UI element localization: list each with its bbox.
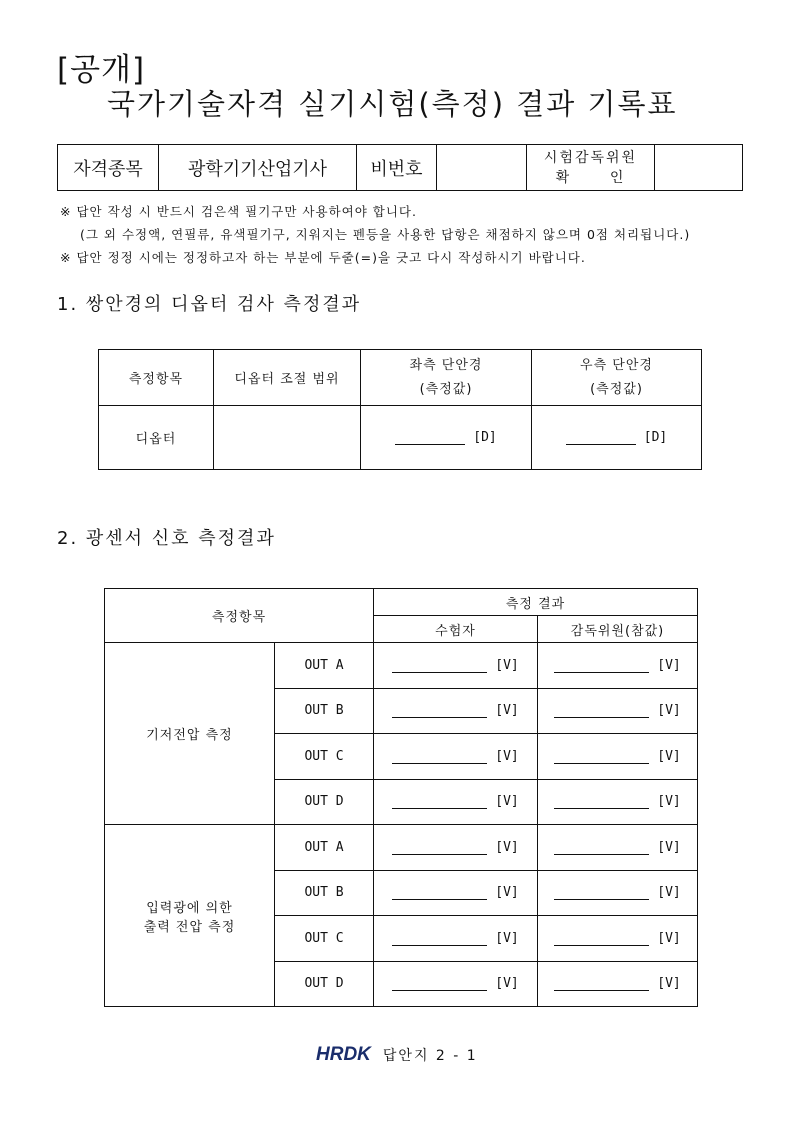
supervisor-value-blank[interactable]: [554, 840, 649, 855]
supervisor-value-cell: [538, 870, 698, 916]
diopter-left-blank[interactable]: [395, 430, 465, 445]
table-row: [105, 825, 698, 871]
examinee-value-unit: [V]: [495, 748, 519, 764]
output-label: OUT D: [275, 779, 374, 825]
supervisor-line1: 시험감독위원: [543, 149, 638, 166]
examinee-value-unit: [V]: [495, 703, 519, 719]
examinee-value-blank[interactable]: [392, 703, 487, 718]
supervisor-value-unit: [V]: [657, 703, 681, 719]
diopter-col-range: 디옵터 조절 범위: [214, 350, 361, 406]
footer: [316, 1044, 478, 1066]
section1-title: 1. 쌍안경의 디옵터 검사 측정결과: [57, 294, 362, 315]
output-label: OUT D: [275, 961, 374, 1007]
group-label-2: [105, 825, 275, 1007]
diopter-col-right-2: (측정값): [590, 381, 643, 397]
examinee-value-unit: [V]: [495, 839, 519, 855]
supervisor-value-unit: [V]: [657, 657, 681, 673]
sensor-table: [104, 588, 698, 1007]
note-2: (그 외 수정액, 연필류, 유색필기구, 지워지는 펜등을 사용한 답항은 채점하지 않으며 0점 처리됩니다.): [80, 227, 691, 242]
diopter-col-left: [361, 350, 532, 406]
info-table: [57, 144, 743, 191]
diopter-right-cell: [532, 406, 702, 470]
supervisor-value-blank[interactable]: [554, 658, 649, 673]
diopter-range-field[interactable]: [214, 406, 361, 470]
hrdk-logo: HRDK: [316, 1044, 371, 1065]
table-row: [105, 643, 698, 689]
page-number: 답안지 2 - 1: [382, 1048, 478, 1064]
supervisor-value-blank[interactable]: [554, 885, 649, 900]
sensor-col-item: 측정항목: [105, 589, 374, 643]
supervisor-value-unit: [V]: [657, 839, 681, 855]
notes: [60, 200, 690, 269]
section2-title: 2. 광센서 신호 측정결과: [57, 528, 276, 549]
examinee-value-unit: [V]: [495, 885, 519, 901]
diopter-table: [98, 349, 702, 470]
secret-number-field[interactable]: [437, 145, 527, 191]
examinee-value-cell: [374, 688, 538, 734]
examinee-value-cell: [374, 825, 538, 871]
diopter-col-left-1: 좌측 단안경: [409, 357, 483, 373]
qual-label: 자격종목: [58, 145, 159, 191]
output-label: OUT A: [275, 825, 374, 871]
sensor-col-supervisor: 감독위원(참값): [538, 616, 698, 643]
supervisor-value-cell: [538, 916, 698, 962]
supervisor-confirm-label: [527, 145, 655, 191]
output-label: OUT C: [275, 734, 374, 780]
note-3: ※ 답안 정정 시에는 정정하고자 하는 부분에 두줄(=)을 긋고 다시 작성하시기 바랍니다.: [60, 250, 586, 265]
supervisor-value-blank[interactable]: [554, 794, 649, 809]
examinee-value-blank[interactable]: [392, 794, 487, 809]
examinee-value-blank[interactable]: [392, 658, 487, 673]
supervisor-value-unit: [V]: [657, 885, 681, 901]
examinee-value-blank[interactable]: [392, 885, 487, 900]
supervisor-value-unit: [V]: [657, 976, 681, 992]
supervisor-value-blank[interactable]: [554, 931, 649, 946]
examinee-value-cell: [374, 870, 538, 916]
output-label: OUT B: [275, 688, 374, 734]
examinee-value-unit: [V]: [495, 930, 519, 946]
diopter-right-unit: [D]: [643, 430, 668, 445]
examinee-value-cell: [374, 779, 538, 825]
diopter-col-right-1: 우측 단안경: [580, 357, 653, 373]
group-label-1: [105, 643, 275, 825]
supervisor-line2: 확 인: [555, 169, 626, 186]
group-label-2-line-1: 입력광에 의한: [146, 900, 233, 916]
examinee-value-blank[interactable]: [392, 749, 487, 764]
supervisor-value-cell: [538, 961, 698, 1007]
sensor-col-examinee: 수험자: [374, 616, 538, 643]
group-label-2-line-2: 출력 전압 측정: [143, 919, 236, 935]
supervisor-value-cell: [538, 688, 698, 734]
examinee-value-cell: [374, 961, 538, 1007]
examinee-value-blank[interactable]: [392, 931, 487, 946]
diopter-col-item: 측정항목: [99, 350, 214, 406]
diopter-left-unit: [D]: [473, 430, 497, 445]
supervisor-value-unit: [V]: [657, 930, 681, 946]
examinee-value-unit: [V]: [495, 794, 519, 810]
qual-value: 광학기기산업기사: [159, 145, 357, 191]
supervisor-value-blank[interactable]: [554, 703, 649, 718]
examinee-value-cell: [374, 643, 538, 689]
supervisor-value-cell: [538, 734, 698, 780]
examinee-value-unit: [V]: [495, 657, 519, 673]
diopter-col-right: [532, 350, 702, 406]
output-label: OUT B: [275, 870, 374, 916]
diopter-row-label: 디옵터: [99, 406, 214, 470]
supervisor-value-cell: [538, 779, 698, 825]
supervisor-sign-field[interactable]: [655, 145, 743, 191]
supervisor-value-unit: [V]: [657, 748, 681, 764]
note-1: ※ 답안 작성 시 반드시 검은색 필기구만 사용하여야 합니다.: [60, 204, 417, 219]
diopter-col-left-2: (측정값): [419, 381, 473, 397]
supervisor-value-blank[interactable]: [554, 976, 649, 991]
supervisor-value-blank[interactable]: [554, 749, 649, 764]
examinee-value-cell: [374, 916, 538, 962]
supervisor-value-unit: [V]: [657, 794, 681, 810]
supervisor-value-cell: [538, 825, 698, 871]
supervisor-value-cell: [538, 643, 698, 689]
examinee-value-blank[interactable]: [392, 976, 487, 991]
examinee-value-blank[interactable]: [392, 840, 487, 855]
sensor-col-result: 측정 결과: [374, 589, 698, 616]
document-title: 국가기술자격 실기시험(측정) 결과 기록표: [107, 87, 678, 121]
secret-number-label: 비번호: [357, 145, 437, 191]
diopter-left-cell: [361, 406, 532, 470]
output-label: OUT A: [275, 643, 374, 689]
diopter-right-blank[interactable]: [566, 430, 636, 445]
group-label-1-line-1: 기저전압 측정: [146, 728, 233, 743]
examinee-value-unit: [V]: [495, 976, 519, 992]
examinee-value-cell: [374, 734, 538, 780]
public-tag: [공개]: [57, 52, 146, 88]
output-label: OUT C: [275, 916, 374, 962]
